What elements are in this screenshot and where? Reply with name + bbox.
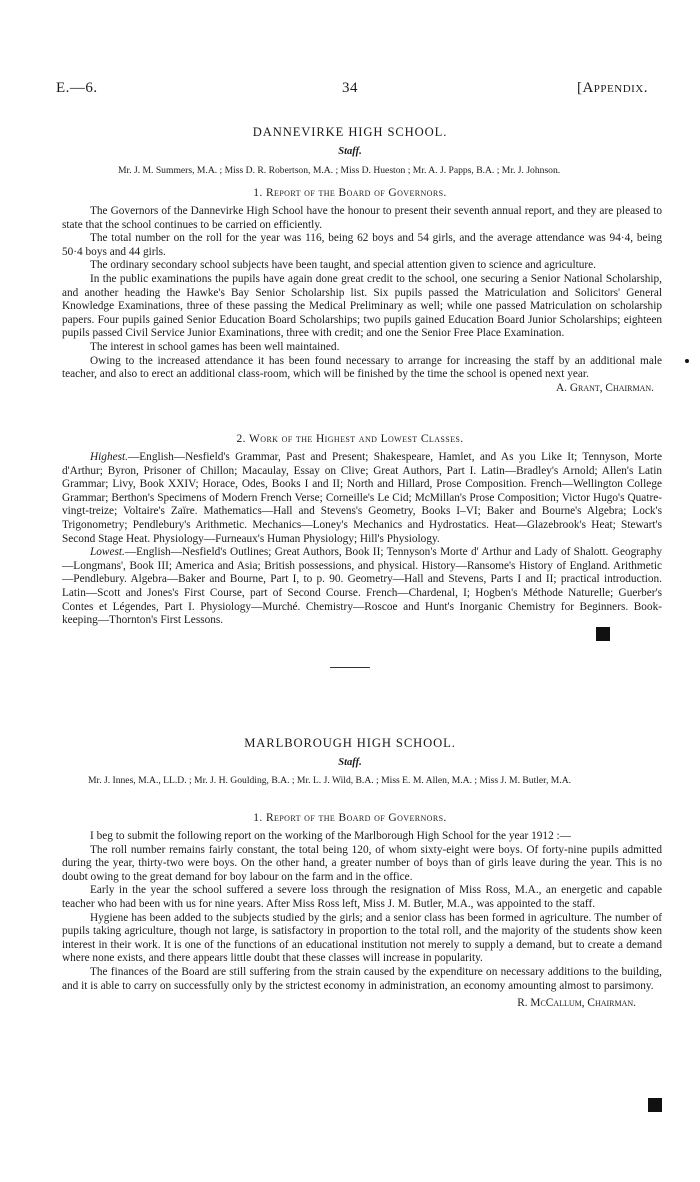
lowest-label: Lowest. xyxy=(90,546,125,559)
dannevirke-staff-label: Staff. xyxy=(338,146,362,157)
dannevirke-work-body xyxy=(62,451,662,628)
marlborough-staff-list: Mr. J. Innes, M.A., LL.D. ; Mr. J. H. Goulding, B.A. ; Mr. L. J. Wild, B.A. ; Miss E. M. Allen, M.A. ; Miss J. M. Butler, M.A. xyxy=(88,775,572,786)
dannevirke-para-6: Owing to the increased attendance it has been found necessary to arrange for increasing the staff by an additional male teacher, and also to erect an additional class-room, which will be finished by the time the school is opened next year. xyxy=(62,354,662,381)
page-header-right: [Appendix. xyxy=(576,80,648,96)
margin-dot-icon xyxy=(685,359,689,363)
page-number: 34 xyxy=(342,80,358,96)
marlborough-signature-text: R. McCallum, Chairman. xyxy=(517,997,636,1010)
marlborough-signature xyxy=(62,997,662,1011)
marlborough-report-body xyxy=(62,830,662,1011)
dannevirke-report-body xyxy=(62,205,662,395)
lowest-text: —English—Nesfield's Outlines; Great Authors, Book II; Tennyson's Morte d' Arthur and Lady of Shalott. Geography—Longmans', Book III; America and Asia; British possessions, and physical. History—Ransome's History of England. Arithmetic—Pendlebury. Algebra—Baker and Bourne, Part I, to p. 90. Geometry—Hall and Stevens, Parts I and II; practical introduction. Latin—Scott and Jones's First Course, part of Second Course. French—Chardenal, I; Hogben's Méthode Naturelle; Guerber's Contes et Légendes, Part I. Physiology—Murché. Chemistry—Roscoe and Hunt's Inorganic Chemistry for Beginners. Book-keeping—Thornton's First Lessons. xyxy=(62,546,662,627)
printer-mark-icon xyxy=(596,627,610,641)
lowest-class-paragraph xyxy=(62,546,662,628)
dannevirke-para-5: The interest in school games has been well maintained. xyxy=(90,340,340,353)
marlborough-staff-label: Staff. xyxy=(338,757,362,768)
marlborough-para-4: Hygiene has been added to the subjects studied by the girls; and a senior class has been formed in agriculture. The number of pupils taking agriculture, though not large, is satisfactory in proportion to the total roll, and the majority of the students show keen interest in their work. It is one of the functions of an educational institution not merely to supply a demand, but to create a demand where none exists, and there appears little doubt that these classes will increase in popularity. xyxy=(62,911,662,965)
highest-text: —English—Nesfield's Grammar, Past and Present; Shakespeare, Hamlet, and As you Like It; Tennyson, Morte d'Arthur; Byron, Prisoner of Chillon; Macaulay, Essay on Clive; Great Authors, Part I. Latin—Bradley's Arnold; Allen's Latin Grammar; Livy, Book XXIV; Horace, Odes, Books I and II; North and Hillard, Prose Composition. French—Wellington College Grammar; Berthon's Specimens of Modern French Verse; Corneille's Le Cid; McMillan's Prose Composition; Victor Hugo's Quatre-vingt-treize; Voltaire's Zaïre. Mathematics—Hall and Stevens's Geometry, Books I–VI; Baker and Bourne's Algebra; Lock's Trigonometry; Pendlebury's Arithmetic. Mechanics—Loney's Mechanics and Hydrostatics. Heat—Glazebrook's Heat; Stewart's Second Stage Heat. Physiology—Furneaux's Human Physiology; Hill's Physiology. xyxy=(62,451,662,545)
page-header-left: E.—6. xyxy=(56,80,98,96)
dannevirke-signature-text: A. Grant, Chairman. xyxy=(556,381,654,394)
marlborough-title: MARLBOROUGH HIGH SCHOOL. xyxy=(244,736,456,750)
highest-label: Highest. xyxy=(90,451,128,463)
dannevirke-staff-list: Mr. J. M. Summers, M.A. ; Miss D. R. Robertson, M.A. ; Miss D. Hueston ; Mr. A. J. Papps, B.A. ; Mr. J. Johnson. xyxy=(118,165,561,176)
marlborough-para-3: Early in the year the school suffered a severe loss through the resignation of Miss Ross, M.A., an energetic and capable teacher who had been with us for nine years. After Miss Ross left, Miss J. M. Butler, M.A., was appointed to the staff. xyxy=(62,884,662,910)
dannevirke-para-1: The Governors of the Dannevirke High School have the honour to present their seventh annual report, and they are pleased to state that the school continues to be carried on efficiently. xyxy=(62,205,662,231)
marlborough-para-5: The finances of the Board are still suffering from the strain caused by the expenditure on necessary additions to the building, and it is able to carry on successfully only by the strictest economy in administration, an economy amounting almost to parsimony. xyxy=(62,965,662,992)
marlborough-report-heading: 1. Report of the Board of Governors. xyxy=(253,812,447,824)
dannevirke-signature xyxy=(62,382,662,396)
section-divider xyxy=(330,667,370,668)
dannevirke-title: DANNEVIRKE HIGH SCHOOL. xyxy=(252,125,448,139)
highest-class-paragraph xyxy=(62,451,662,546)
dannevirke-report-heading: 1. Report of the Board of Governors. xyxy=(253,187,447,199)
dannevirke-para-2: The total number on the roll for the year was 116, being 62 boys and 54 girls, and the average attendance was 94·4, being 50·4 boys and 44 girls. xyxy=(62,232,662,258)
dannevirke-work-heading: 2. Work of the Highest and Lowest Classes. xyxy=(236,433,464,445)
marlborough-para-1: I beg to submit the following report on the working of the Marlborough High School for the year 1912 :— xyxy=(90,830,571,842)
dannevirke-para-4: In the public examinations the pupils have again done great credit to the school, one securing a Senior National Scholarship, and another heading the Hawke's Bay Senior Scholarship list. Six pupils passed the Matriculation and Solicitors' General Knowledge Examinations, three of these passing the Medical Preliminary as well; while one passed Matriculation on scholarship papers. Four pupils gained Senior Education Board Scholarships; two pupils gained Education Board Junior Scholarships; eighteen pupils passed Civil Service Junior Examinations, three with credit; and one the Senior Free Place Examination. xyxy=(62,272,662,340)
printer-mark-icon xyxy=(648,1098,662,1112)
dannevirke-para-3: The ordinary secondary school subjects have been taught, and special attention given to science and agriculture. xyxy=(90,259,596,272)
marlborough-para-2: The roll number remains fairly constant, the total being 120, of whom sixty-eight were boys. Of forty-nine pupils admitted during the year, thirty-two were boys. On the other hand, a greater number of boys than of girls leave during the year. This is no doubt owing to the great demand for boy labour on the farm and in the office. xyxy=(62,843,662,883)
